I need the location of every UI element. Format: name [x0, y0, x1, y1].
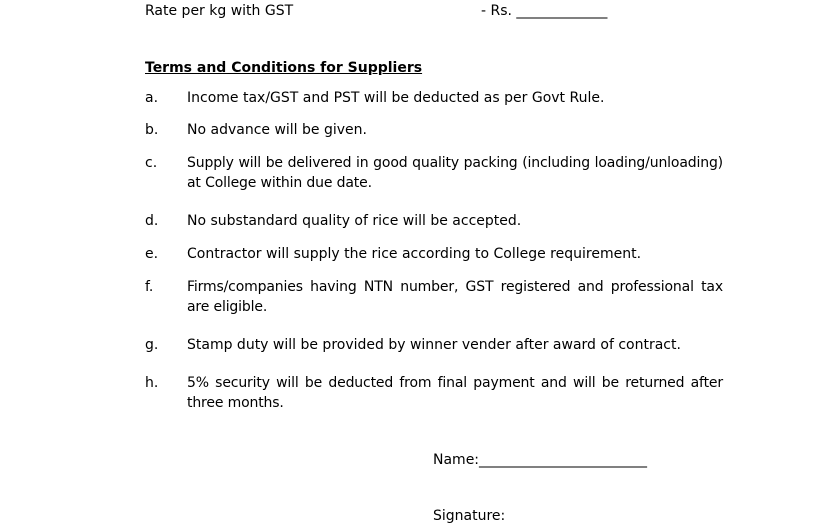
term-letter: c.	[145, 155, 158, 171]
term-letter: a.	[145, 90, 159, 106]
term-letter: b.	[145, 122, 159, 138]
term-text: Income tax/GST and PST will be deducted as per Govt Rule.	[187, 90, 605, 106]
term-item	[145, 153, 723, 193]
term-letter: e.	[145, 246, 159, 262]
term-item	[145, 211, 723, 231]
term-item	[145, 277, 723, 317]
term-letter: g.	[145, 337, 159, 353]
term-item	[145, 88, 723, 108]
term-text: 5% security will be deducted from final payment and will be returned after three months.	[187, 375, 723, 411]
term-text: Stamp duty will be provided by winner vender after award of contract.	[187, 337, 681, 353]
term-item	[145, 335, 723, 355]
term-letter: h.	[145, 375, 159, 391]
term-text: Contractor will supply the rice according to College requirement.	[187, 246, 642, 262]
name-field: Name:________________________	[433, 452, 648, 468]
term-item	[145, 120, 723, 140]
term-item	[145, 373, 723, 413]
term-item	[145, 244, 723, 264]
terms-heading: Terms and Conditions for Suppliers	[145, 60, 423, 76]
term-text: No advance will be given.	[187, 122, 367, 138]
term-text: Firms/companies having NTN number, GST registered and professional tax are eligible.	[187, 279, 723, 315]
term-text: No substandard quality of rice will be accepted.	[187, 213, 522, 229]
signature-field: Signature:	[433, 508, 506, 524]
term-letter: f.	[145, 279, 154, 295]
term-text: Supply will be delivered in good quality packing (including loading/unloading) at College within due date.	[187, 155, 723, 191]
rate-label: Rate per kg with GST	[145, 3, 294, 19]
rate-value-blank: - Rs. _____________	[481, 3, 608, 19]
term-letter: d.	[145, 213, 159, 229]
